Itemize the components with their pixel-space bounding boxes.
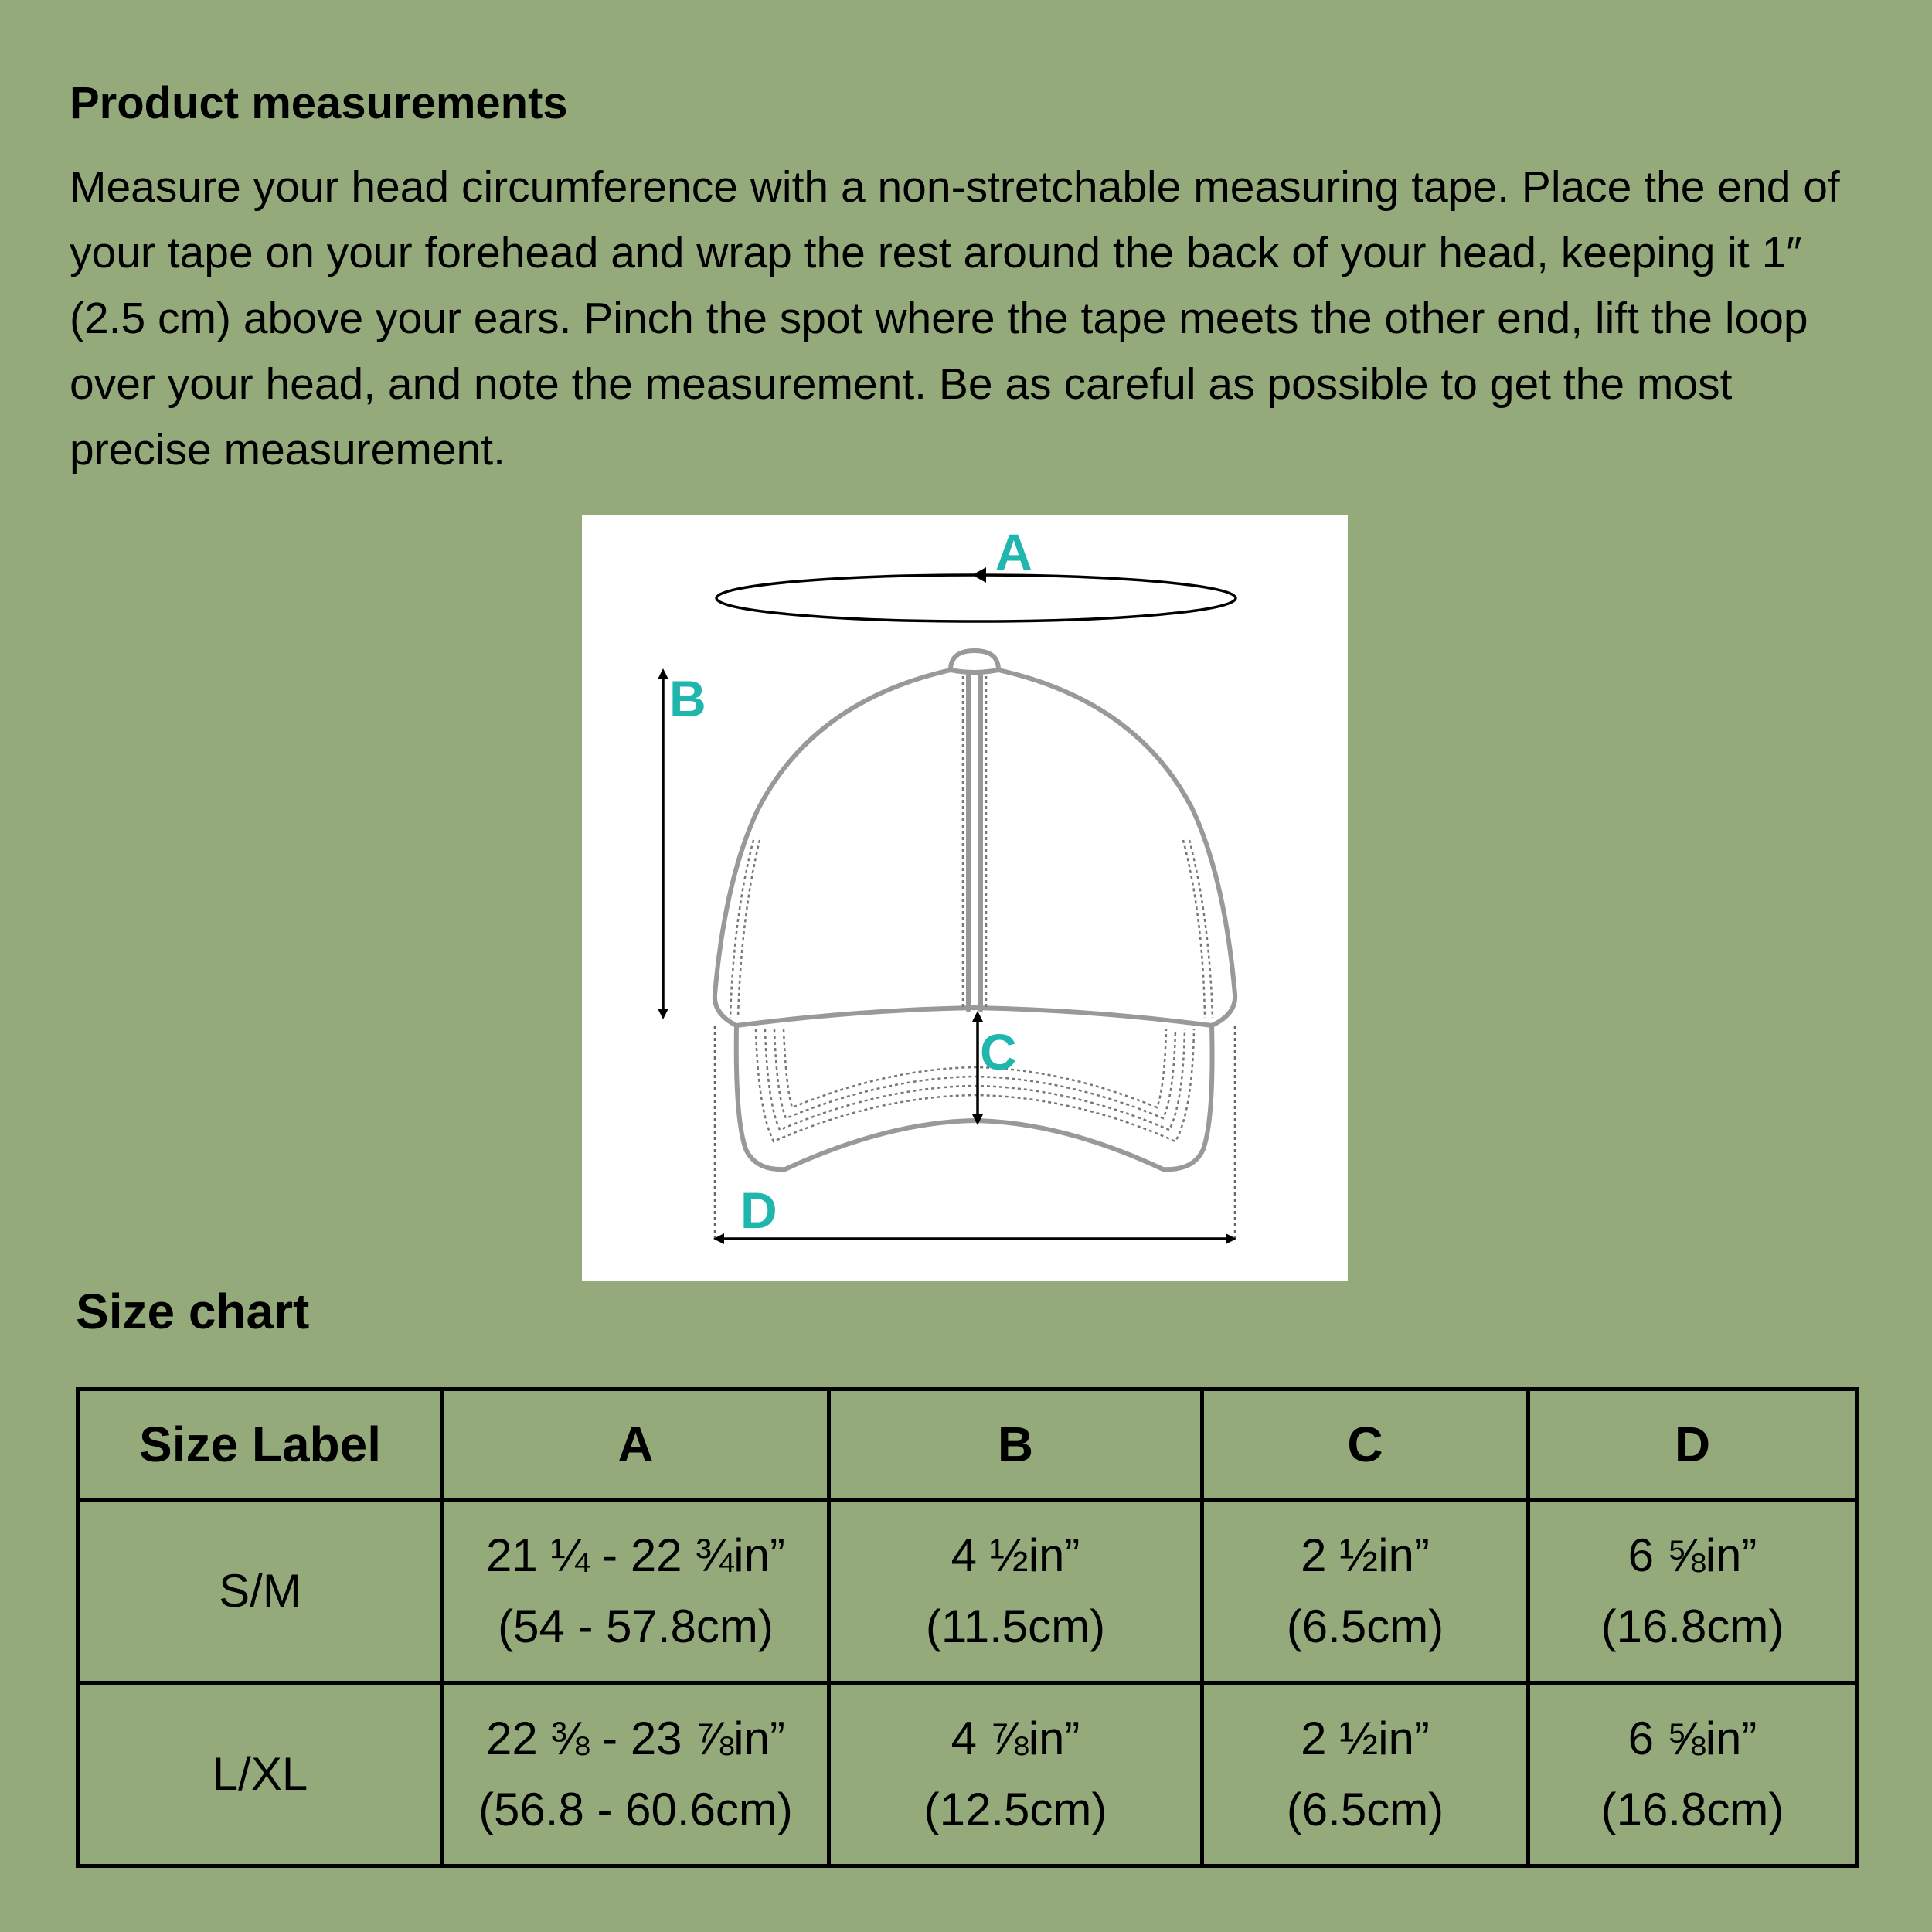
- cap-outline: [715, 651, 1235, 1169]
- cm-value: (16.8cm): [1600, 1600, 1784, 1652]
- inches-value: 4 ⅞in”: [951, 1713, 1080, 1764]
- dimension-d-label: D: [740, 1182, 777, 1239]
- measurement-a-cell: [443, 1683, 829, 1866]
- header-c: C: [1202, 1389, 1529, 1500]
- cap-illustration: [582, 515, 1348, 1281]
- measurement-c-cell: [1202, 1500, 1529, 1683]
- inches-value: 6 ⅝in”: [1628, 1529, 1757, 1581]
- size-chart-table: [76, 1387, 1859, 1868]
- inches-value: 22 ⅜ - 23 ⅞in”: [486, 1713, 785, 1764]
- cm-value: (6.5cm): [1286, 1784, 1444, 1835]
- size-label-cell: S/M: [78, 1500, 443, 1683]
- measurement-d-cell: [1529, 1500, 1857, 1683]
- dimension-a-label: A: [995, 523, 1032, 580]
- header-size-label: Size Label: [78, 1389, 443, 1500]
- dimension-a-marker: [716, 567, 1236, 621]
- measurement-d-cell: [1529, 1683, 1857, 1866]
- inches-value: 4 ½in”: [951, 1529, 1080, 1581]
- inches-value: 6 ⅝in”: [1628, 1713, 1757, 1764]
- header-d: D: [1529, 1389, 1857, 1500]
- cm-value: (11.5cm): [925, 1600, 1106, 1652]
- cm-value: (16.8cm): [1600, 1784, 1784, 1835]
- measurement-b-cell: [829, 1500, 1202, 1683]
- cm-value: (12.5cm): [923, 1784, 1107, 1835]
- size-chart-heading: Size chart: [76, 1284, 310, 1339]
- size-label-cell: L/XL: [78, 1683, 443, 1866]
- inches-value: 2 ½in”: [1301, 1529, 1430, 1581]
- dimension-b-label: B: [669, 670, 706, 727]
- measurement-instructions: Measure your head circumference with a non-stretchable measuring tape. Place the end of your tape on your forehead and wrap the rest around the back of your head, keeping it 1″ (2.5 cm) above your ears. Pinch the spot where the tape meets the other end, lift the loop over your head, and note the measurement. Be as careful as possible to get the most precise measurement.: [70, 162, 1840, 474]
- cm-value: (6.5cm): [1286, 1600, 1444, 1652]
- table-row: [78, 1500, 1857, 1683]
- product-measurements-heading: Product measurements: [70, 78, 568, 128]
- cm-value: (54 - 57.8cm): [498, 1600, 774, 1652]
- measurement-c-cell: [1202, 1683, 1529, 1866]
- measurement-a-cell: [443, 1500, 829, 1683]
- header-b: B: [829, 1389, 1202, 1500]
- size-chart-header-row: [78, 1389, 1857, 1500]
- dimension-c-label: C: [980, 1023, 1017, 1080]
- inches-value: 2 ½in”: [1301, 1713, 1430, 1764]
- cm-value: (56.8 - 60.6cm): [478, 1784, 793, 1835]
- table-row: [78, 1683, 1857, 1866]
- header-a: A: [443, 1389, 829, 1500]
- measurement-b-cell: [829, 1683, 1202, 1866]
- cap-diagram: [582, 515, 1348, 1281]
- inches-value: 21 ¼ - 22 ¾in”: [486, 1529, 785, 1581]
